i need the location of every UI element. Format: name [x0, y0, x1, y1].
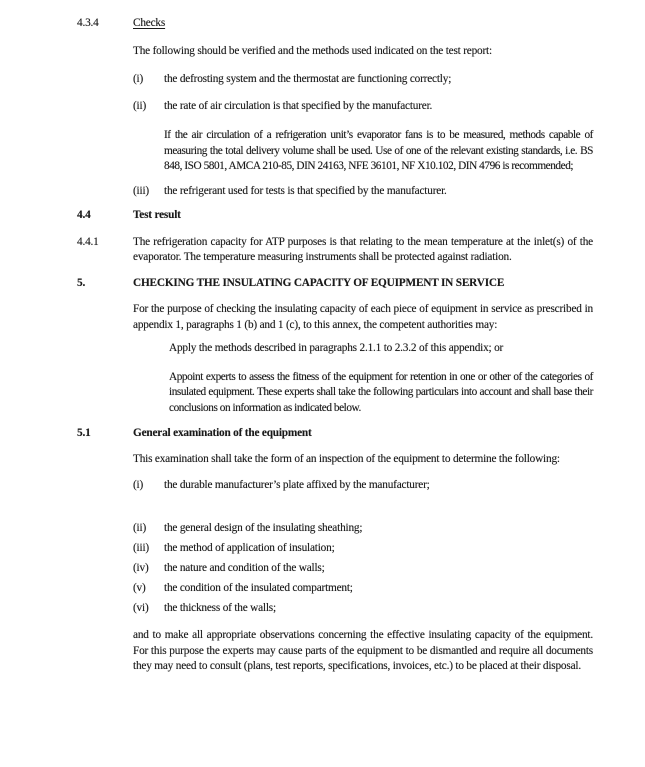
list-item: [133, 581, 593, 597]
section-441: [77, 235, 593, 266]
section-number: 5.1: [77, 427, 91, 439]
section-number: 5.: [77, 276, 86, 289]
closing-paragraph: and to make all appropriate observations concerning the effective insulating capacity of the equipment. For this purpose the experts may cause parts of the equipment to be dismantled and require all documents they may need to consult (plans, test reports, specifications, invoices, etc.) to be placed at their disposal.: [133, 629, 593, 672]
list-item-text: the general design of the insulating sheathing;: [164, 521, 363, 534]
section-heading-434: [77, 16, 593, 32]
section-title: CHECKING THE INSULATING CAPACITY OF EQUIPMENT IN SERVICE: [133, 276, 505, 289]
list-item: [133, 561, 593, 577]
list-item-text: the defrosting system and the thermostat are functioning correctly;: [164, 73, 452, 85]
section-heading-44: [77, 208, 593, 224]
list-item: [133, 601, 593, 617]
list-item-marker: (iv): [133, 561, 149, 574]
section-title: Test result: [133, 209, 181, 221]
section-heading-51: [77, 426, 593, 442]
section-number: 4.4.1: [77, 235, 99, 248]
list-item-text: the durable manufacturer’s plate affixed by the manufacturer;: [164, 479, 430, 491]
list-item-marker: (v): [133, 581, 146, 594]
list-item: [133, 541, 593, 557]
section-title: General examination of the equipment: [133, 427, 312, 439]
intro-paragraph: The following should be verified and the methods used indicated on the test report:: [133, 44, 492, 57]
list-item: [133, 521, 593, 537]
list-item-text: the thickness of the walls;: [164, 601, 276, 614]
list-item-marker: (ii): [133, 521, 147, 534]
list-item-marker: (iii): [133, 184, 149, 197]
air-circulation-note: If the air circulation of a refrigeration unit’s evaporator fans is to be measured, methods capable of measuring the total delivery volume shall be used. Use of one of the relevant existing standards, i.e. BS 848, ISO 5801, AMCA 210-85, DIN 24163, NFE 36101, NF X10.102, DIN 4796 is recommended;: [164, 129, 593, 172]
list-item-text: the nature and condition of the walls;: [164, 561, 325, 574]
list-item-text: the rate of air circulation is that specified by the manufacturer.: [164, 99, 433, 112]
option-experts-paragraph: Appoint experts to assess the fitness of the equipment for retention in one or other of the categories of insulated equipment. These experts shall take the following particulars into account and shall base their conclusions on information as indicated below.: [169, 370, 593, 414]
section-text: The refrigeration capacity for ATP purposes is that relating to the mean temperature at the inlet(s) of the evaporator. The temperature measuring instruments shall be protected against radiation.: [133, 235, 593, 263]
list-item-marker: (ii): [133, 99, 147, 112]
list-item: [133, 99, 593, 115]
list-item-text: the refrigerant used for tests is that specified by the manufacturer.: [164, 184, 447, 197]
option-apply-paragraph: Apply the methods described in paragraphs 2.1.1 to 2.3.2 of this appendix; or: [169, 342, 504, 354]
section-number: 4.4: [77, 209, 91, 221]
list-item-text: the method of application of insulation;: [164, 541, 335, 554]
purpose-paragraph: For the purpose of checking the insulating capacity of each piece of equipment in service as prescribed in appendix 1, paragraphs 1 (b) and 1 (c), to this annex, the competent authorities may:: [133, 303, 593, 331]
list-item-marker: (i): [133, 479, 144, 491]
list-item-marker: (vi): [133, 601, 149, 614]
list-item: [133, 478, 593, 494]
list-item-marker: (iii): [133, 541, 149, 554]
section-number: 4.3.4: [77, 17, 99, 29]
list-item: [133, 184, 593, 200]
examination-paragraph: This examination shall take the form of an inspection of the equipment to determine the following:: [133, 452, 560, 465]
list-item: [133, 72, 593, 88]
section-title: Checks: [133, 17, 166, 29]
section-heading-5: [77, 276, 593, 292]
list-item-text: the condition of the insulated compartment;: [164, 581, 353, 594]
list-item-marker: (i): [133, 73, 144, 85]
